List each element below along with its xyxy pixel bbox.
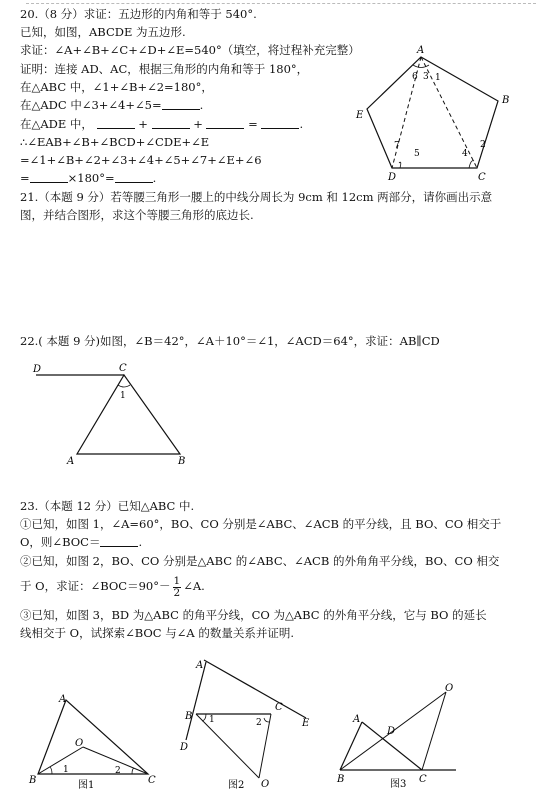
fig1-label-b: B — [29, 775, 37, 786]
q23-part2-line1: ②已知，如图 2，BO、CO 分别是△ABC 的∠ABC、∠ACB 的外角角平分线，BO、CO 相交 — [20, 554, 500, 568]
vertex-label-e: E — [356, 110, 364, 121]
vertex-label-a: A — [417, 45, 425, 56]
fig3-label-b: B — [337, 774, 345, 785]
fraction-numerator: 1 — [173, 574, 181, 587]
q23-part2-line2 — [20, 574, 205, 599]
fig2-label-b: B — [185, 711, 193, 722]
q23-part1-line1: ①已知，如图 1，∠A=60°，BO、CO 分别是∠ABC、∠ACB 的平分线，且 BO、CO 相交于 — [20, 517, 502, 531]
q20-blank-4[interactable] — [206, 117, 244, 129]
q21-line2: 图，并结合图形，求这个等腰三角形的底边长. — [20, 208, 254, 222]
q20-blank-5[interactable] — [261, 117, 299, 129]
angle-label-3: 3 — [423, 72, 429, 82]
q20-proof-line6: =∠1+∠B+∠2+∠3+∠4+∠5+∠7+∠E+∠6 — [20, 153, 262, 167]
q22-label-d: D — [33, 364, 42, 375]
q23-part1-line2 — [20, 534, 142, 550]
angle-label-7: 7 — [394, 141, 400, 151]
q23-header: 23.（本题 12 分）已知△ABC 中. — [20, 499, 195, 513]
q20-proof-line3-end: . — [199, 98, 204, 112]
q23-part2-end: ∠A. — [183, 579, 205, 593]
q20-blank-1[interactable] — [162, 98, 200, 110]
fig1-label-a: A — [59, 694, 67, 705]
q20-proof-line7-eq: = — [20, 171, 30, 185]
q23-part3-line1: ③已知，如图 3，BD 为△ABC 的角平分线，CO 为△ABC 的外角平分线，它与 BO 的延长 — [20, 608, 487, 622]
vertex-label-d: D — [388, 172, 397, 182]
q20-blank-6[interactable] — [30, 171, 68, 183]
fig2-angle-1: 1 — [209, 715, 215, 725]
q20-proof-line7-end: . — [152, 171, 157, 185]
fig3-caption: 图3 — [390, 779, 407, 790]
fraction-denominator: 2 — [173, 586, 181, 599]
fig3-label-c: C — [419, 774, 427, 785]
vertex-label-b: B — [502, 95, 510, 106]
fig1-angle-2: 2 — [115, 766, 121, 776]
fig1-label-c: C — [148, 775, 156, 786]
q23-part3-line2: 线相交于 O，试探索∠BOC 与∠A 的数量关系并证明. — [20, 626, 295, 640]
angle-label-6: 6 — [412, 72, 418, 82]
fig2-caption: 图2 — [228, 780, 245, 791]
q22-angle-label-1: 1 — [120, 391, 126, 401]
q20-proof-line7 — [20, 170, 156, 186]
q23-part2-text: 于 O，求证：∠BOC＝90°－ — [20, 579, 171, 593]
q23-part1-text: O，则∠BOC＝ — [20, 535, 101, 549]
vertex-label-c: C — [478, 172, 486, 182]
q20-header: 20.（8 分）求证：五边形的内角和等于 540°. — [20, 7, 257, 21]
fig1-angle-1: 1 — [63, 765, 69, 775]
fig3-label-a: A — [353, 714, 361, 725]
q20-blank-2[interactable] — [97, 117, 135, 129]
plus-sign: + — [193, 117, 203, 131]
q20-proof-line4-text: 在△ADE 中， — [20, 117, 93, 131]
period: . — [138, 535, 143, 549]
q20-given: 已知，如图，ABCDE 为五边形. — [20, 25, 186, 39]
fig3-label-o: O — [445, 683, 454, 694]
q20-proof-line4 — [20, 116, 303, 132]
q22-triangle-figure — [30, 360, 205, 472]
q23-blank-1[interactable] — [100, 535, 138, 547]
q20-pentagon-figure — [350, 42, 520, 182]
q20-proof-line3 — [20, 97, 203, 113]
period: . — [299, 117, 304, 131]
q22-label-b: B — [178, 456, 186, 467]
fig2-label-d: D — [180, 742, 189, 753]
q20-proof-line1: 证明：连接 AD、AC，根据三角形的内角和等于 180°， — [20, 62, 309, 76]
q20-blank-7[interactable] — [115, 171, 153, 183]
q20-proof-line5: ∴∠EAB+∠B+∠BCD+∠CDE+∠E — [20, 135, 210, 149]
fig2-label-o: O — [261, 779, 270, 790]
q23-figure-2 — [176, 656, 326, 798]
angle-label-5: 5 — [414, 149, 420, 159]
fig1-label-o: O — [75, 738, 84, 749]
q22-label-c: C — [119, 363, 127, 374]
equals-sign: = — [248, 117, 258, 131]
angle-label-2: 2 — [480, 140, 486, 150]
top-dashed-divider — [26, 3, 536, 4]
fig2-label-a: A — [196, 660, 204, 671]
q22-line1: 22.( 本题 9 分)如图，∠B＝42°，∠A＋10°＝∠1，∠ACD＝64°，求证：AB∥CD — [20, 334, 440, 348]
q20-proof-line7-mid: ×180°= — [67, 171, 115, 185]
q21-line1: 21.（本题 9 分）若等腰三角形一腰上的中线分周长为 9cm 和 12cm 两部分，请你画出示意 — [20, 190, 493, 204]
q20-prove: 求证：∠A+∠B+∠C+∠D+∠E=540°（填空，将过程补充完整） — [20, 43, 360, 57]
angle-label-4: 4 — [462, 149, 468, 159]
fig2-label-c: C — [275, 702, 283, 713]
q20-proof-line2: 在△ABC 中，∠1+∠B+∠2=180°， — [20, 80, 213, 94]
q20-blank-3[interactable] — [152, 117, 190, 129]
fig2-label-e: E — [302, 718, 310, 729]
one-half-fraction — [173, 576, 182, 599]
q22-label-a: A — [67, 456, 75, 467]
fig1-caption: 图1 — [78, 780, 95, 791]
fig2-angle-2: 2 — [256, 718, 262, 728]
fig3-label-d: D — [387, 726, 396, 737]
angle-label-1: 1 — [435, 73, 441, 83]
q20-proof-line3-text: 在△ADC 中∠3+∠4+∠5= — [20, 98, 162, 112]
plus-sign: + — [138, 117, 148, 131]
q23-figure-1 — [28, 688, 158, 798]
q23-figure-3 — [330, 678, 470, 798]
